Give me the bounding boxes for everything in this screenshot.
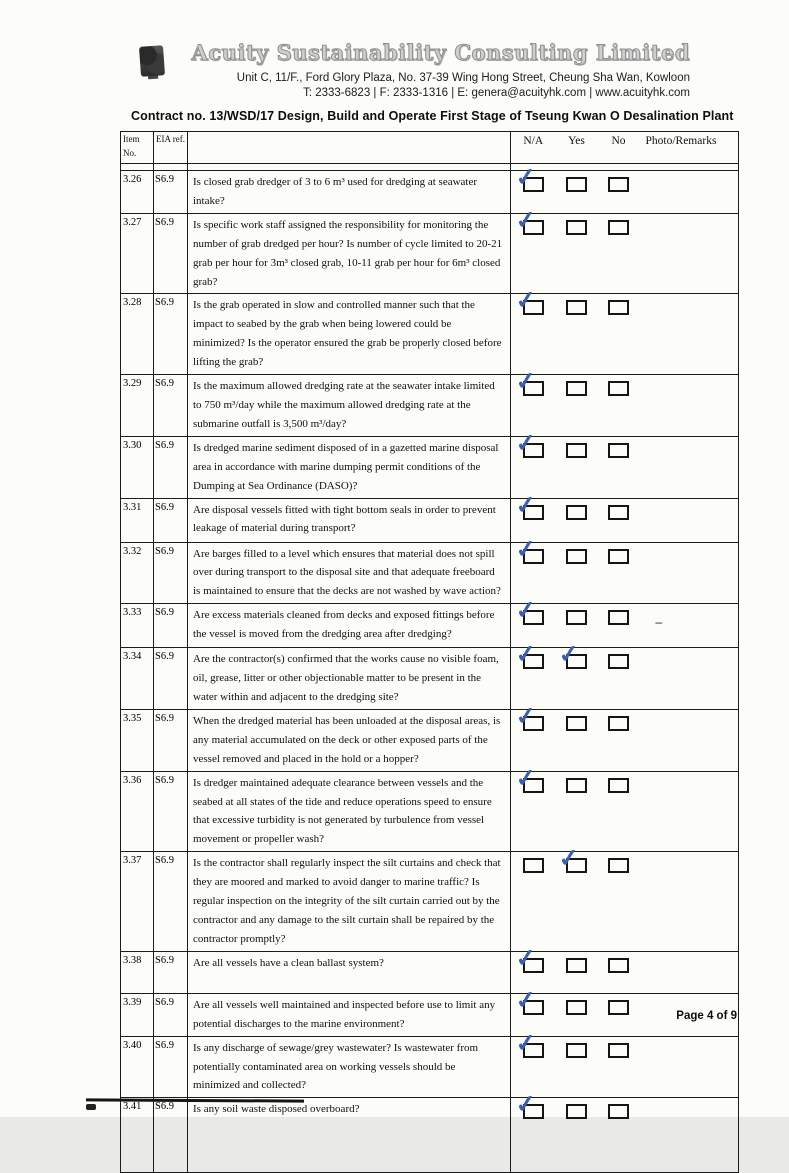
no-checkbox-cell	[598, 951, 640, 993]
yes-checkbox-wrap	[566, 610, 587, 630]
question-text: Is the grab operated in slow and controlled manner such that the impact to seabed by the grab when being lowered could be minimized? Is the operator ensured the grab be properly closed before lifting the grab?	[188, 294, 511, 375]
na-checkbox-wrap	[513, 163, 544, 197]
yes-checkbox	[566, 654, 587, 669]
na-checkbox	[523, 1104, 544, 1119]
header-eia-ref: EIA ref.	[154, 132, 188, 164]
company-contact: T: 2333-6823 | F: 2333-1316 | E: genera@acuityhk.com | www.acuityhk.com	[303, 87, 690, 99]
remark-text	[640, 852, 739, 952]
no-checkbox	[608, 858, 629, 873]
na-checkbox-wrap	[513, 429, 544, 463]
yes-checkbox-cell	[556, 641, 598, 710]
handwritten-tick-icon: ✓	[513, 702, 538, 732]
na-checkbox	[523, 958, 544, 973]
na-checkbox	[523, 381, 544, 396]
yes-checkbox-wrap	[566, 549, 587, 569]
table-row	[121, 294, 739, 375]
yes-checkbox-wrap	[566, 381, 587, 401]
na-checkbox-wrap	[513, 206, 544, 240]
eia-ref: S6.9	[154, 542, 188, 604]
na-checkbox	[523, 505, 544, 520]
yes-checkbox-cell	[556, 375, 598, 437]
eia-ref: S6.9	[154, 604, 188, 648]
no-checkbox	[608, 1000, 629, 1015]
document-title: Contract no. 13/WSD/17 Design, Build and Operate First Stage of Tseung Kwan O Desalination Plant	[131, 109, 734, 123]
na-checkbox-cell	[511, 944, 556, 993]
no-checkbox-cell	[598, 1036, 640, 1098]
na-checkbox	[523, 549, 544, 564]
yes-checkbox-cell	[556, 498, 598, 542]
eia-ref: S6.9	[154, 375, 188, 437]
eia-ref: S6.9	[154, 213, 188, 294]
eia-ref: S6.9	[154, 648, 188, 710]
no-checkbox-wrap	[608, 1043, 629, 1063]
spacer-cell	[511, 164, 556, 171]
scan-artifact-dot	[86, 1104, 96, 1110]
no-checkbox	[608, 958, 629, 973]
header-no: No	[598, 132, 640, 164]
yes-checkbox	[566, 610, 587, 625]
table-row	[121, 542, 739, 604]
na-checkbox-wrap	[513, 535, 544, 569]
yes-checkbox	[566, 549, 587, 564]
question-text: Is any soil waste disposed overboard?	[188, 1098, 511, 1173]
checklist-table	[120, 131, 739, 1173]
yes-checkbox-wrap	[566, 716, 587, 736]
table-row	[121, 171, 739, 214]
table-row	[121, 1098, 739, 1173]
na-checkbox	[523, 220, 544, 235]
na-checkbox-cell	[511, 852, 556, 952]
no-checkbox-wrap	[608, 1104, 629, 1124]
no-checkbox-cell	[598, 213, 640, 294]
na-checkbox	[523, 443, 544, 458]
item-number: 3.28	[121, 294, 154, 375]
eia-ref: S6.9	[154, 852, 188, 952]
company-name: Acuity Sustainability Consulting Limited	[191, 40, 690, 65]
letterhead	[140, 40, 690, 99]
page-number: Page 4 of 9	[676, 1010, 737, 1022]
remark-text	[640, 542, 739, 604]
table-row	[121, 1036, 739, 1098]
no-checkbox-cell	[598, 709, 640, 771]
spacer-cell	[640, 164, 739, 171]
yes-checkbox-cell	[556, 213, 598, 294]
eia-ref: S6.9	[154, 709, 188, 771]
remark-text	[640, 498, 739, 542]
header-na: N/A	[511, 132, 556, 164]
no-checkbox	[608, 381, 629, 396]
no-checkbox-cell	[598, 852, 640, 952]
table-row	[121, 436, 739, 498]
header-item-line1: Item	[123, 134, 140, 144]
no-checkbox-cell	[598, 1098, 640, 1173]
na-checkbox-wrap	[513, 287, 544, 320]
yes-checkbox	[566, 1104, 587, 1119]
item-number: 3.26	[121, 171, 154, 214]
yes-checkbox-wrap	[566, 220, 587, 240]
na-checkbox-cell	[511, 1029, 556, 1098]
table-row	[121, 648, 739, 710]
yes-checkbox-cell	[556, 1098, 598, 1173]
na-checkbox	[523, 858, 544, 873]
yes-checkbox-cell	[556, 604, 598, 648]
na-checkbox-cell	[511, 535, 556, 604]
question-text: Is specific work staff assigned the responsibility for monitoring the number of grab dredged per hour? Is number of cycle limited to 20-21 grab per hour for 3m³ closed grab, 10-11 grab per hour for 6m³ closed grab?	[188, 213, 511, 294]
na-checkbox-wrap	[513, 1029, 544, 1063]
yes-checkbox-cell	[556, 436, 598, 498]
yes-checkbox	[566, 300, 587, 315]
yes-checkbox-cell	[556, 542, 598, 604]
na-checkbox-cell	[511, 429, 556, 498]
remark-text	[640, 171, 739, 214]
no-checkbox-cell	[598, 648, 640, 710]
table-row	[121, 375, 739, 437]
table-header-row	[121, 132, 739, 164]
na-checkbox-wrap	[513, 702, 544, 736]
na-checkbox	[523, 300, 544, 315]
yes-checkbox	[566, 1043, 587, 1058]
company-seal-logo	[139, 45, 165, 77]
remark-text	[640, 709, 739, 771]
no-checkbox-cell	[598, 771, 640, 852]
item-number: 3.39	[121, 993, 154, 1036]
na-checkbox-wrap	[513, 367, 544, 401]
remark-text	[640, 436, 739, 498]
remark-text: –	[640, 604, 739, 648]
yes-checkbox-wrap	[566, 1104, 587, 1124]
na-checkbox-wrap	[513, 491, 544, 525]
question-text: Is the maximum allowed dredging rate at the seawater intake limited to 750 m³/day while the maximum allowed dredging rate at the submarine outfall is 3,500 m³/day?	[188, 375, 511, 437]
no-checkbox-cell	[598, 294, 640, 375]
yes-checkbox	[566, 177, 587, 192]
eia-ref: S6.9	[154, 951, 188, 993]
no-checkbox-cell	[598, 498, 640, 542]
table-row	[121, 213, 739, 294]
handwritten-tick-icon: ✓	[513, 535, 538, 564]
checklist-body	[121, 163, 739, 1173]
no-checkbox	[608, 778, 629, 793]
no-checkbox	[608, 1043, 629, 1058]
remark-text	[640, 951, 739, 993]
yes-checkbox-cell	[556, 709, 598, 771]
no-checkbox-wrap	[608, 716, 629, 736]
yes-checkbox	[566, 443, 587, 458]
na-checkbox	[523, 1000, 544, 1015]
question-text: Are excess materials cleaned from decks and exposed fittings before the vessel is moved from the dredging area after dredging?	[188, 604, 511, 648]
item-number: 3.38	[121, 951, 154, 993]
handwritten-tick-icon: ✓	[513, 1091, 538, 1120]
yes-checkbox	[566, 381, 587, 396]
no-checkbox-wrap	[608, 1000, 629, 1020]
na-checkbox	[523, 778, 544, 793]
header-spacer-row	[121, 164, 739, 171]
header-item-line2: No.	[123, 147, 137, 158]
question-text: Is any discharge of sewage/grey wastewater? Is wastewater from potentially contaminated area on working vessels should be minimized and collected?	[188, 1036, 511, 1098]
no-checkbox-cell	[598, 171, 640, 214]
remark-text	[640, 294, 739, 375]
yes-checkbox-cell	[556, 993, 598, 1036]
yes-checkbox-cell	[556, 294, 598, 375]
item-number: 3.34	[121, 648, 154, 710]
eia-ref: S6.9	[154, 993, 188, 1036]
item-number: 3.36	[121, 771, 154, 852]
eia-ref: S6.9	[154, 771, 188, 852]
question-text: When the dredged material has been unloaded at the disposal areas, is any material accumulated on the deck or other exposed parts of the vessel removed and placed in the hold or a hopper?	[188, 709, 511, 771]
yes-checkbox-cell	[556, 771, 598, 852]
no-checkbox-wrap	[608, 220, 629, 240]
handwritten-tick-icon: ✓	[556, 845, 582, 874]
table-row	[121, 498, 739, 542]
handwritten-tick-icon: ✓	[513, 206, 538, 236]
yes-checkbox-cell	[556, 951, 598, 993]
remark-text	[640, 771, 739, 852]
no-checkbox-cell	[598, 542, 640, 604]
no-checkbox-wrap	[608, 381, 629, 401]
na-checkbox-wrap	[513, 944, 544, 978]
item-number: 3.30	[121, 436, 154, 498]
na-checkbox-cell	[511, 641, 556, 710]
no-checkbox-wrap	[608, 549, 629, 569]
question-text: Is the contractor shall regularly inspect the silt curtains and check that they are moored and marked to avoid danger to marine traffic? Is regular inspection on the integrity of the silt curtain carried out by the contractor and any damage to the silt curtain shall be repaired by the contractor promptly?	[188, 852, 511, 952]
eia-ref: S6.9	[154, 436, 188, 498]
no-checkbox-wrap	[608, 505, 629, 525]
no-checkbox-wrap	[608, 610, 629, 630]
handwritten-tick-icon: ✓	[513, 1029, 538, 1058]
no-checkbox-wrap	[608, 858, 629, 878]
item-number: 3.32	[121, 542, 154, 604]
handwritten-tick-icon: ✓	[513, 986, 538, 1016]
yes-checkbox-cell	[556, 171, 598, 214]
na-checkbox-wrap	[513, 1091, 544, 1124]
handwritten-tick-icon: ✓	[513, 491, 538, 520]
yes-checkbox	[566, 505, 587, 520]
na-checkbox-cell	[511, 163, 556, 214]
no-checkbox-cell	[598, 375, 640, 437]
no-checkbox-wrap	[608, 443, 629, 463]
no-checkbox-wrap	[608, 778, 629, 798]
yes-checkbox-wrap	[566, 778, 587, 798]
item-number: 3.37	[121, 852, 154, 952]
na-checkbox-wrap	[513, 986, 544, 1020]
na-checkbox	[523, 716, 544, 731]
header-photo-remarks: Photo/Remarks	[640, 132, 739, 164]
yes-checkbox-wrap	[566, 443, 587, 463]
no-checkbox-wrap	[608, 958, 629, 978]
handwritten-tick-icon: ✓	[513, 367, 538, 397]
table-row	[121, 771, 739, 852]
na-checkbox-cell	[511, 287, 556, 375]
na-checkbox-wrap	[513, 641, 544, 674]
remark-text	[640, 1036, 739, 1098]
yes-checkbox	[566, 958, 587, 973]
item-number: 3.35	[121, 709, 154, 771]
yes-checkbox-wrap	[566, 505, 587, 525]
item-number: 3.40	[121, 1036, 154, 1098]
eia-ref: S6.9	[154, 498, 188, 542]
header-yes: Yes	[556, 132, 598, 164]
eia-ref: S6.9	[154, 1098, 188, 1173]
na-checkbox	[523, 610, 544, 625]
spacer-cell	[154, 164, 188, 171]
yes-checkbox-wrap	[566, 177, 587, 197]
item-number: 3.31	[121, 498, 154, 542]
table-row	[121, 852, 739, 952]
remark-text	[640, 375, 739, 437]
na-checkbox-cell	[511, 367, 556, 437]
handwritten-tick-icon: ✓	[513, 764, 538, 793]
yes-checkbox-wrap	[556, 641, 587, 674]
no-checkbox	[608, 505, 629, 520]
yes-checkbox-wrap	[566, 1043, 587, 1063]
yes-checkbox-cell	[556, 845, 598, 952]
yes-checkbox-wrap	[566, 958, 587, 978]
yes-checkbox	[566, 716, 587, 731]
na-checkbox	[523, 177, 544, 192]
question-text: Is closed grab dredger of 3 to 6 m³ used for dredging at seawater intake?	[188, 171, 511, 214]
question-text: Are barges filled to a level which ensures that material does not spill over during transport to the disposal site and that adequate freeboard is maintained to ensure that the decks are not washed by wave action?	[188, 542, 511, 604]
handwritten-tick-icon: ✓	[556, 641, 582, 670]
no-checkbox	[608, 716, 629, 731]
remark-text	[640, 1098, 739, 1173]
question-text: Are all vessels have a clean ballast system?	[188, 951, 511, 993]
no-checkbox	[608, 549, 629, 564]
no-checkbox-cell	[598, 993, 640, 1036]
handwritten-tick-icon: ✓	[513, 641, 538, 670]
na-checkbox-cell	[511, 491, 556, 542]
eia-ref: S6.9	[154, 171, 188, 214]
question-text: Are all vessels well maintained and inspected before use to limit any potential discharges to the marine environment?	[188, 993, 511, 1036]
no-checkbox	[608, 220, 629, 235]
scan-artifact-line	[86, 1098, 304, 1102]
eia-ref: S6.9	[154, 1036, 188, 1098]
na-checkbox-cell	[511, 764, 556, 852]
letterhead-text	[164, 40, 690, 99]
no-checkbox	[608, 1104, 629, 1119]
no-checkbox	[608, 177, 629, 192]
yes-checkbox	[566, 778, 587, 793]
no-checkbox	[608, 443, 629, 458]
spacer-cell	[188, 164, 511, 171]
na-checkbox-wrap	[513, 764, 544, 798]
no-checkbox-wrap	[608, 300, 629, 320]
na-checkbox-cell	[511, 1091, 556, 1173]
no-checkbox-cell	[598, 436, 640, 498]
yes-checkbox-wrap	[566, 300, 587, 320]
item-number: 3.27	[121, 213, 154, 294]
no-checkbox-wrap	[608, 654, 629, 674]
yes-checkbox-cell	[556, 1036, 598, 1098]
na-checkbox-cell	[511, 206, 556, 294]
yes-checkbox-wrap	[556, 845, 587, 878]
na-checkbox	[523, 654, 544, 669]
yes-checkbox	[566, 220, 587, 235]
na-checkbox-wrap	[513, 597, 544, 630]
handwritten-tick-icon: ✓	[513, 597, 538, 626]
no-checkbox	[608, 654, 629, 669]
yes-checkbox	[566, 1000, 587, 1015]
no-checkbox	[608, 300, 629, 315]
remark-text	[640, 648, 739, 710]
company-address: Unit C, 11/F., Ford Glory Plaza, No. 37-39 Wing Hong Street, Cheung Sha Wan, Kowloon	[236, 72, 690, 84]
na-checkbox-cell	[511, 597, 556, 648]
yes-checkbox	[566, 858, 587, 873]
item-number: 3.33	[121, 604, 154, 648]
no-checkbox	[608, 610, 629, 625]
table-row	[121, 951, 739, 993]
na-checkbox-wrap	[523, 858, 544, 878]
header-item-no	[121, 132, 154, 164]
na-checkbox	[523, 1043, 544, 1058]
header-question	[188, 132, 511, 164]
na-checkbox-cell	[511, 702, 556, 771]
handwritten-tick-icon: ✓	[513, 944, 538, 974]
question-text: Are the contractor(s) confirmed that the works cause no visible foam, oil, grease, litter or other objectionable matter to be present in the water within and adjacent to the dredging site?	[188, 648, 511, 710]
handwritten-tick-icon: ✓	[513, 163, 538, 193]
item-number: 3.29	[121, 375, 154, 437]
item-number: 3.41	[121, 1098, 154, 1173]
no-checkbox-wrap	[608, 177, 629, 197]
spacer-cell	[121, 164, 154, 171]
eia-ref: S6.9	[154, 294, 188, 375]
table-row	[121, 993, 739, 1036]
spacer-cell	[556, 164, 598, 171]
table-row	[121, 709, 739, 771]
table-row	[121, 604, 739, 648]
handwritten-tick-icon: ✓	[513, 429, 538, 458]
yes-checkbox-wrap	[566, 1000, 587, 1020]
handwritten-tick-icon: ✓	[513, 287, 538, 316]
question-text: Is dredger maintained adequate clearance between vessels and the seabed at all states of the tide and reduce operations speed to ensure that excessive turbidity is not generated by turbulence from vessel movement or propeller wash?	[188, 771, 511, 852]
no-checkbox-cell	[598, 604, 640, 648]
na-checkbox-cell	[511, 986, 556, 1036]
question-text: Is dredged marine sediment disposed of in a gazetted marine disposal area in accordance with marine dumping permit conditions of the Dumping at Sea Ordinance (DASO)?	[188, 436, 511, 498]
remark-text	[640, 213, 739, 294]
spacer-cell	[598, 164, 640, 171]
question-text: Are disposal vessels fitted with tight bottom seals in order to prevent leakage of material during transport?	[188, 498, 511, 542]
